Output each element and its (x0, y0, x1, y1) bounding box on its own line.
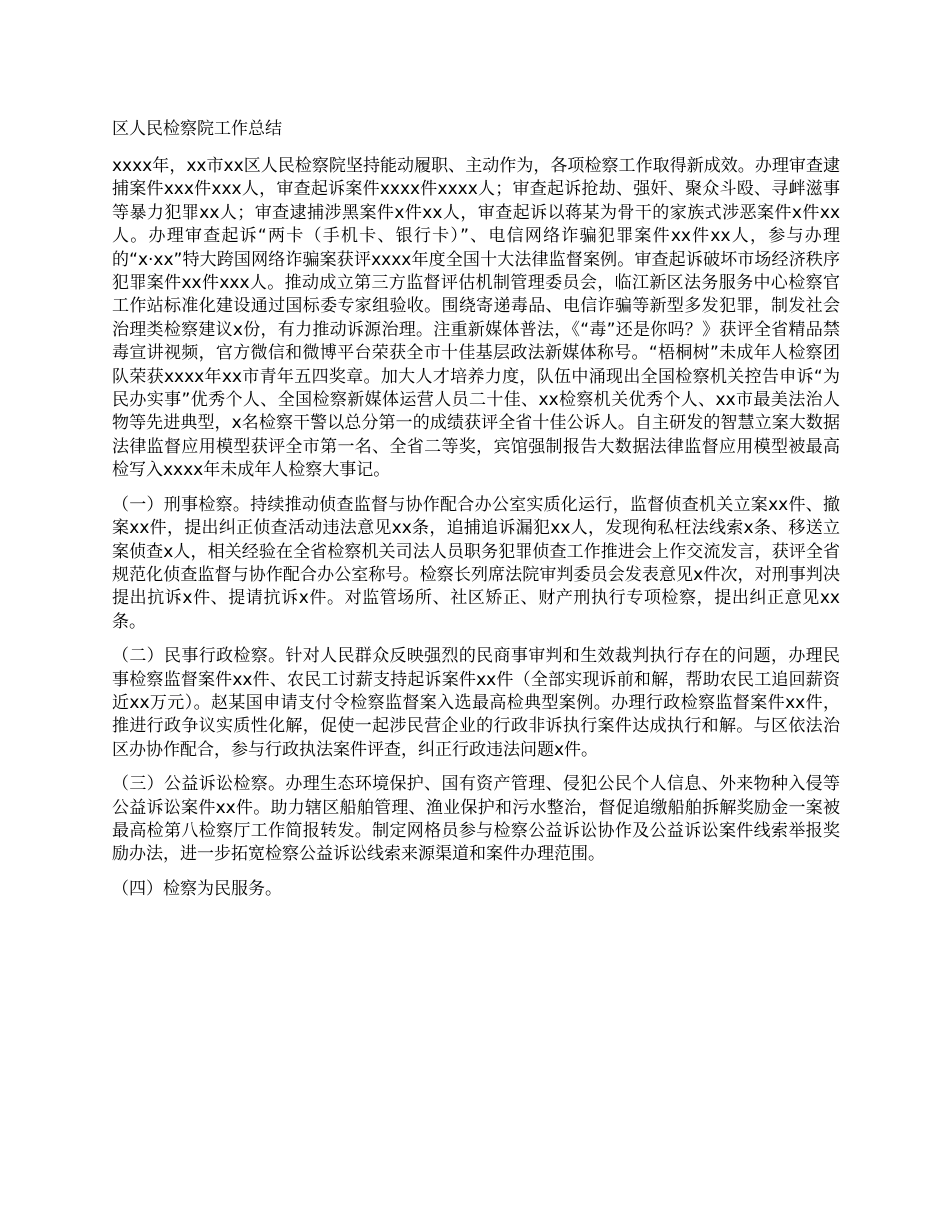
paragraph-public-interest-litigation: （三）公益诉讼检察。办理生态环境保护、国有资产管理、侵犯公民个人信息、外来物种入侵等公益诉讼案件xx件。助力辖区船舶管理、渔业保护和污水整治，督促追缴船舶拆解奖励金一案被最高检第八检察厅工作简报转发。制定网格员参与检察公益诉讼协作及公益诉讼案件线索举报奖励办法，进一步拓宽检察公益诉讼线索来源渠道和案件办理范围。 (112, 774, 840, 865)
document-page (112, 118, 840, 912)
paragraph-overview: xxxx年，xx市xx区人民检察院坚持能动履职、主动作为，各项检察工作取得新成效。办理审查逮捕案件xxx件xxx人，审查起诉案件xxxx件xxxx人；审查起诉抢劫、强奸、聚众斗殴、寻衅滋事等暴力犯罪xx人；审查逮捕涉黑案件x件xx人，审查起诉以蒋某为骨干的家族式涉恶案件x件xx人。办理审查起诉“两卡（手机卡、银行卡）”、电信网络诈骗犯罪案件xx件xx人，参与办理的“x·xx”特大跨国网络诈骗案获评xxxx年度全国十大法律监督案例。审查起诉破坏市场经济秩序犯罪案件xx件xxx人。推动成立第三方监督评估机制管理委员会，临江新区法务服务中心检察官工作站标准化建设通过国标委专家组验收。围绕寄递毒品、电信诈骗等新型多发犯罪，制发社会治理类检察建议x份，有力推动诉源治理。注重新媒体普法，《“毒”还是你吗？》获评全省精品禁毒宣讲视频，官方微信和微博平台荣获全市十佳基层政法新媒体称号。“梧桐树”未成年人检察团队荣获xxxx年xx市青年五四奖章。加大人才培养力度，队伍中涌现出全国检察机关控告申诉“为民办实事”优秀个人、全国检察新媒体运营人员二十佳、xx检察机关优秀个人、xx市最美法治人物等先进典型，x名检察干警以总分第一的成绩获评全省十佳公诉人。自主研发的智慧立案大数据法律监督应用模型获评全市第一名、全省二等奖，宾馆强制报告大数据法律监督应用模型被最高检写入xxxx年未成年人检察大事记。 (112, 156, 840, 481)
paragraph-service-for-people: （四）检察为民服务。 (112, 878, 282, 899)
paragraph-civil-administrative-procuratorate: （二）民事行政检察。针对人民群众反映强烈的民商事审判和生效裁判执行存在的问题，办理民事检察监督案件xx件、农民工讨薪支持起诉案件xx件（全部实现诉前和解，帮助农民工追回薪资近xx万元）。赵某国申请支付令检察监督案入选最高检典型案例。办理行政检察监督案件xx件，推进行政争议实质性化解，促使一起涉民营企业的行政非诉执行案件达成执行和解。与区依法治区办协作配合，参与行政执法案件评查，纠正行政违法问题x件。 (112, 646, 840, 760)
paragraph-criminal-procuratorate: （一）刑事检察。持续推动侦查监督与协作配合办公室实质化运行，监督侦查机关立案xx件、撤案xx件，提出纠正侦查活动违法意见xx条，追捕追诉漏犯xx人，发现徇私枉法线索x条、移送立案侦查x人，相关经验在全省检察机关司法人员职务犯罪侦查工作推进会上作交流发言，获评全省规范化侦查监督与协作配合办公室称号。检察长列席法院审判委员会发表意见x件次，对刑事判决提出抗诉x件、提请抗诉x件。对监管场所、社区矫正、财产刑执行专项检察，提出纠正意见xx条。 (112, 494, 840, 632)
document-title: 区人民检察院工作总结 (112, 119, 282, 139)
